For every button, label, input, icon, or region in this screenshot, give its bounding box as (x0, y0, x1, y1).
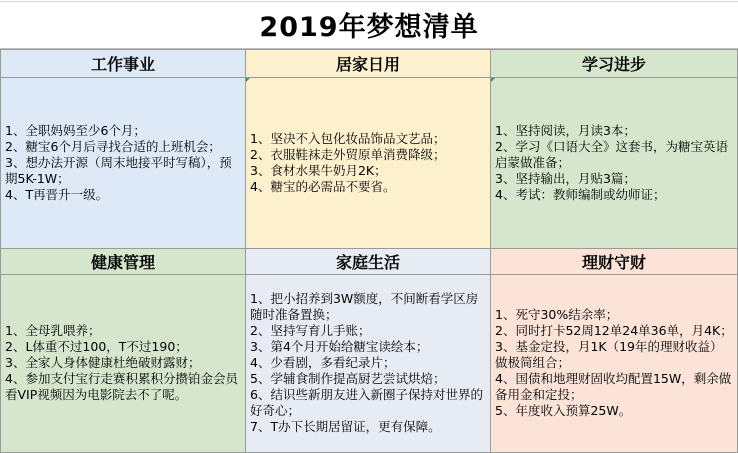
list-item: 2、同时打卡52周12单24单36单，月4K； (495, 323, 733, 338)
finance-list (495, 307, 733, 419)
list-item: 2、衣服鞋袜走外贸原单消费降级； (250, 147, 446, 162)
list-item: 1、坚持阅读，月读3本； (495, 123, 636, 138)
list-item: 2、L体重不过100，T不过190； (5, 339, 188, 354)
study-list (495, 123, 733, 203)
study-cell[interactable] (490, 49, 738, 249)
list-item: 1、坚决不入包化妆品饰品文艺品； (250, 131, 446, 146)
work-body (1, 78, 245, 248)
work-list (5, 123, 241, 203)
list-item: 3、全家人身体健康杜绝破财露财； (5, 355, 201, 370)
family-body (246, 275, 490, 451)
list-item: 6、结识些新朋友进入新圈子保持对世界的好奇心； (250, 387, 483, 418)
health-cell[interactable] (0, 248, 246, 453)
family-header: 家庭生活 (246, 249, 490, 275)
list-item: 4、T再晋升一级。 (5, 187, 109, 202)
list-item: 7、T办下长期居留证，更有保障。 (250, 419, 441, 434)
finance-body (491, 275, 737, 451)
finance-cell[interactable] (490, 248, 738, 453)
list-item: 1、全职妈妈至少6个月； (5, 123, 146, 138)
list-item: 3、想办法开源（周末地接平时写稿），预期5K-1W； (5, 155, 232, 186)
list-item: 2、糖宝6个月后寻找合适的上班机会； (5, 139, 221, 154)
list-item: 3、食材水果牛奶月2K； (250, 163, 387, 178)
list-item: 4、国债和地理财固收均配置15W，剩余做备用金和定投； (495, 371, 732, 402)
list-item: 3、第4个月开始给糖宝读绘本； (250, 339, 429, 354)
home-list (250, 131, 486, 195)
work-cell[interactable] (0, 49, 246, 249)
family-list (250, 291, 486, 435)
finance-header: 理财守财 (491, 249, 737, 275)
list-item: 5、年度收入预算25W。 (495, 403, 632, 418)
family-cell[interactable] (245, 248, 491, 453)
list-item: 4、参加支付宝行走赛积累积分攒铂金会员看VIP视频因为电影院去不了呢。 (5, 371, 238, 402)
list-item: 4、考试：教师编制或幼师证； (495, 187, 666, 202)
home-cell[interactable] (245, 49, 491, 249)
health-header: 健康管理 (1, 249, 245, 275)
list-item: 3、坚持输出，月贴3篇； (495, 171, 636, 186)
list-item: 1、全母乳喂养； (5, 323, 101, 338)
home-header: 居家日用 (246, 50, 490, 78)
page-title: 2019年梦想清单 (259, 11, 479, 43)
study-body (491, 78, 737, 248)
list-item: 1、死守30%结余率； (495, 307, 619, 322)
list-item: 4、糖宝的必需品不要省。 (250, 179, 396, 194)
work-header: 工作事业 (1, 50, 245, 78)
list-item: 1、把小招养到3W额度，不间断看学区房随时准备置换； (250, 291, 479, 322)
list-item: 5、学辅食制作提高厨艺尝试烘焙； (250, 371, 446, 386)
home-body (246, 78, 490, 248)
study-header: 学习进步 (491, 50, 737, 78)
list-item: 3、基金定投，月1K（19年的理财收益）做极简组合； (495, 339, 723, 370)
list-item: 2、坚持写育儿手账； (250, 323, 371, 338)
list-item: 2、学习《口语大全》这套书，为糖宝英语启蒙做准备； (495, 139, 728, 170)
list-item: 4、少看剧，多看纪录片； (250, 355, 396, 370)
health-list (5, 323, 241, 403)
health-body (1, 275, 245, 451)
